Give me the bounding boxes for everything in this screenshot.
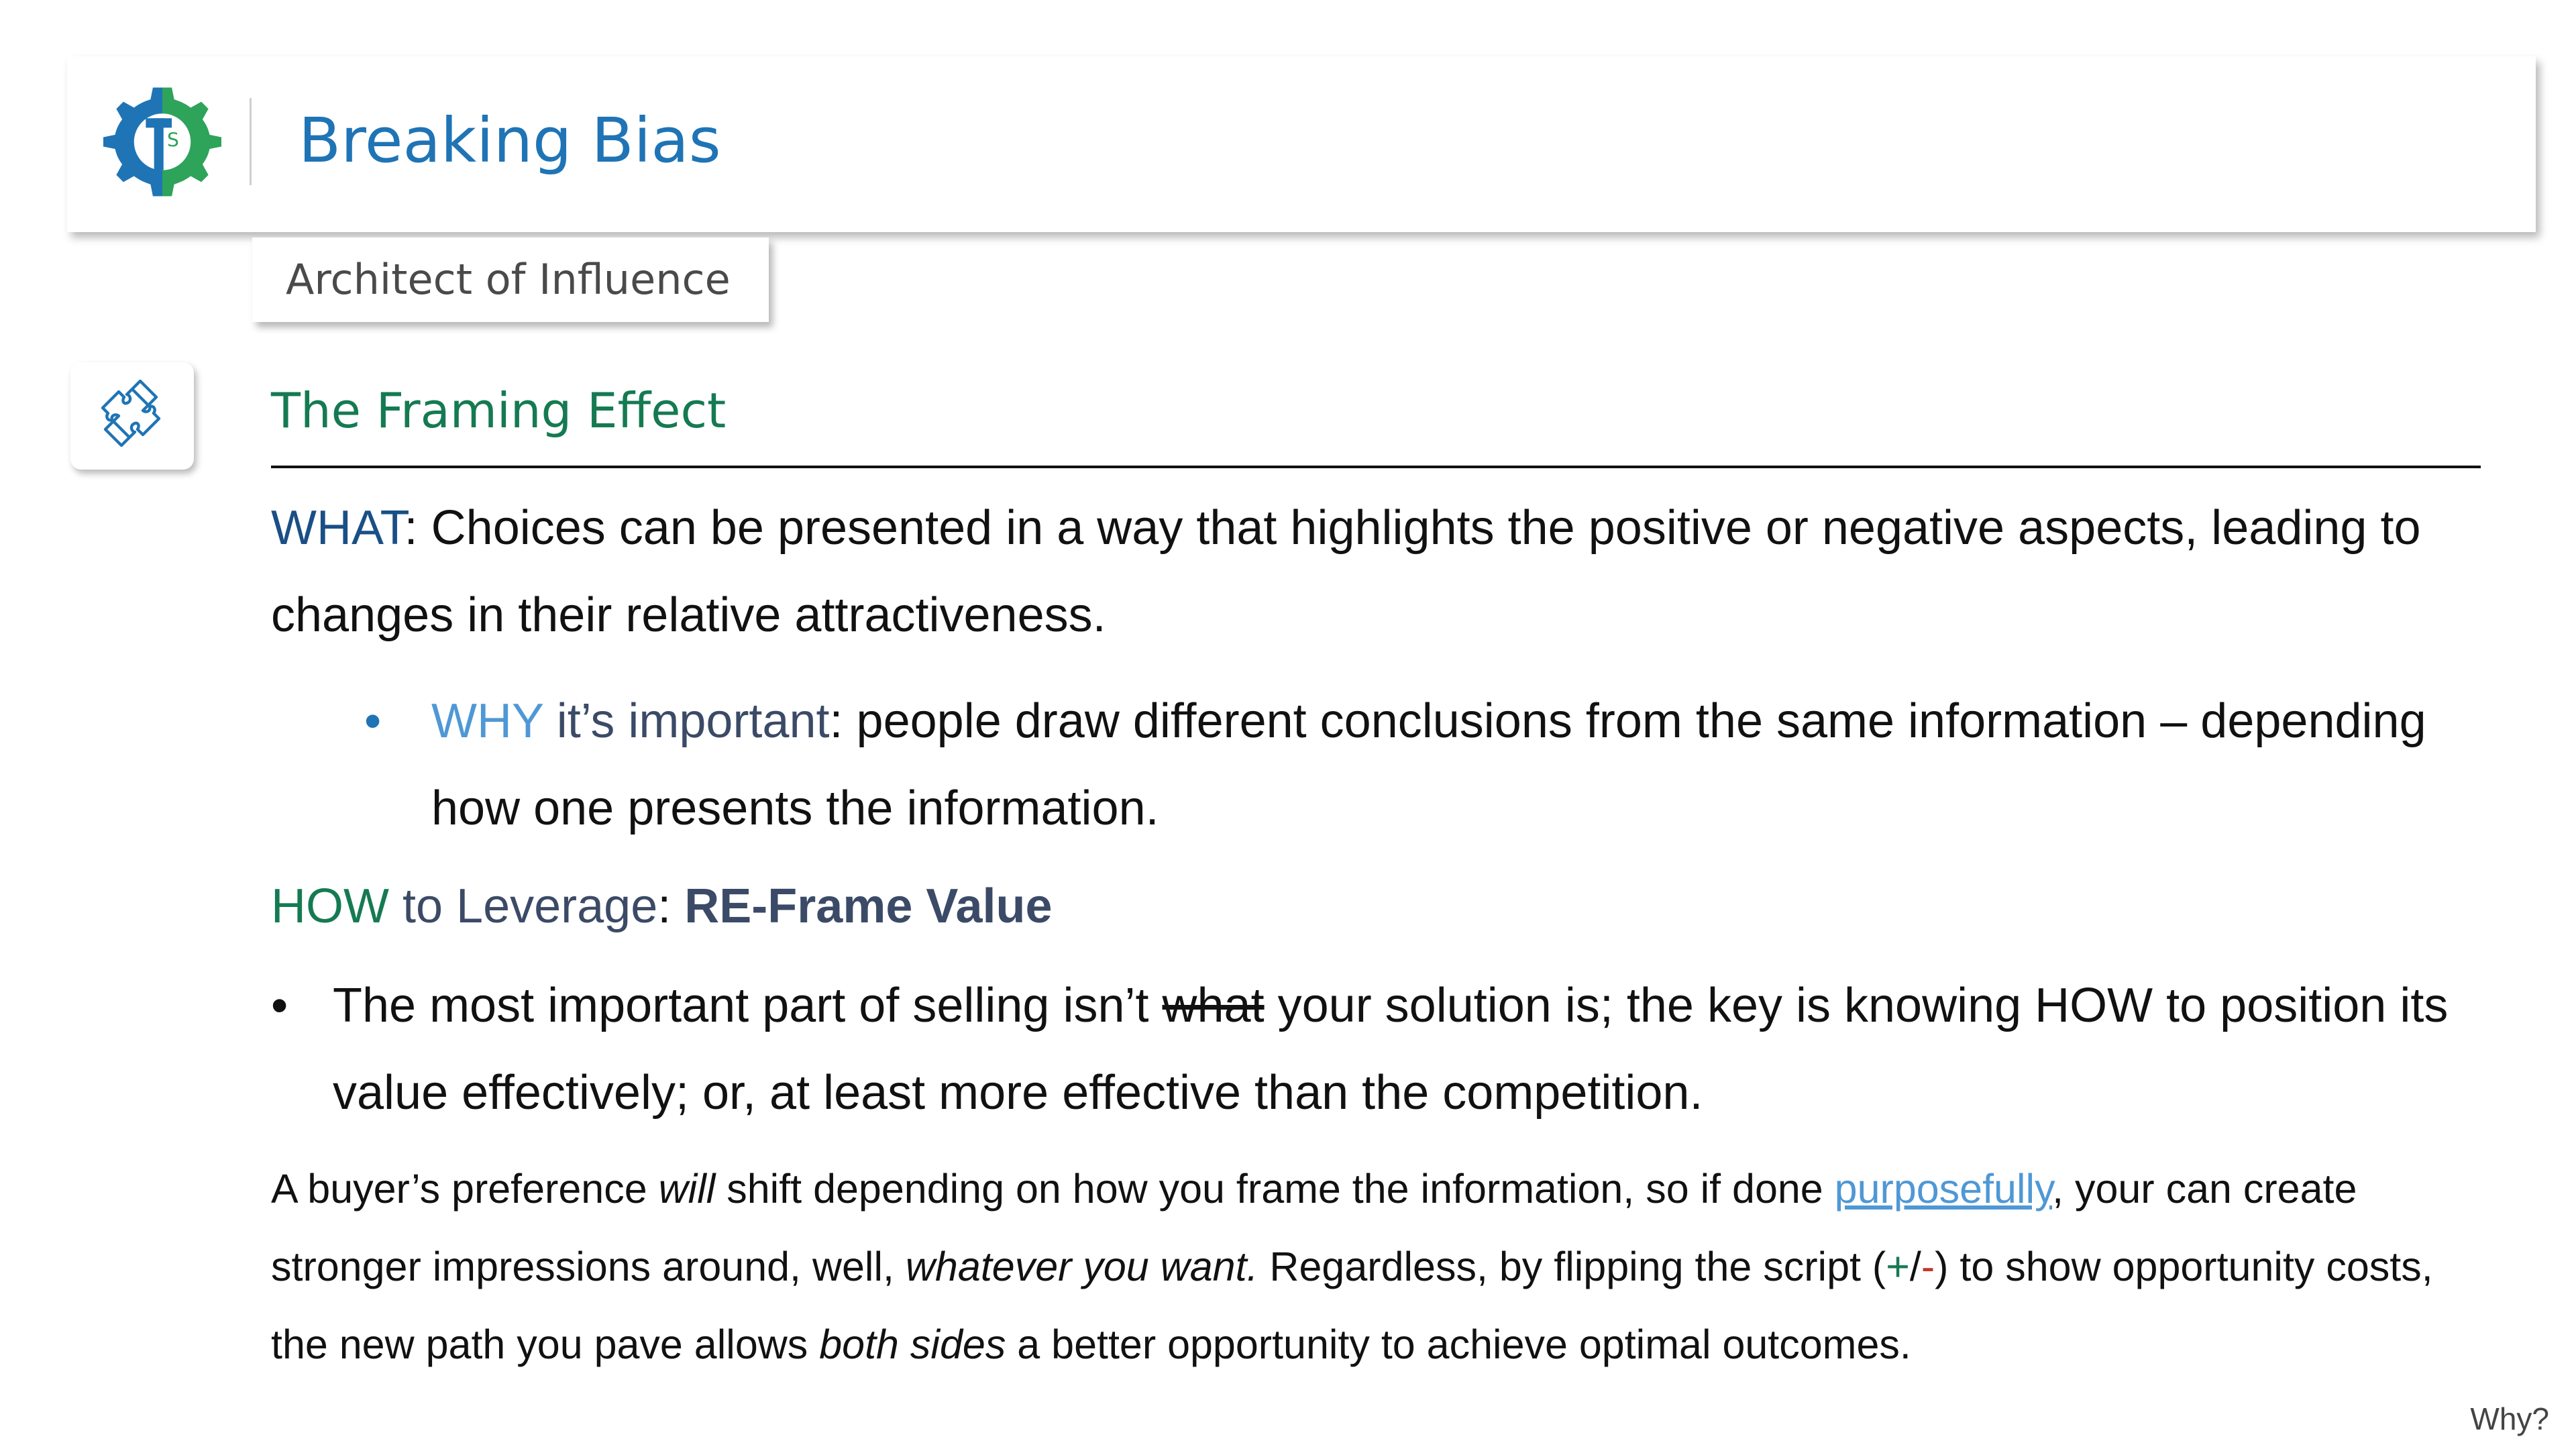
puzzle-icon-box — [70, 362, 194, 470]
section-heading: The Framing Effect — [271, 382, 727, 439]
buyer-emphasis-both-sides: both sides — [819, 1322, 1006, 1367]
bullet: • — [364, 694, 382, 748]
why-bullet-item — [364, 678, 2511, 852]
how-colon: : — [657, 879, 685, 933]
purposefully-link[interactable]: purposefully — [1834, 1166, 2053, 1212]
minus-sign: - — [1921, 1244, 1935, 1289]
buyer-text-4: Regardless, by flipping the script ( — [1258, 1244, 1886, 1289]
buyer-text-2: shift depending on how you frame the information, so if done — [715, 1166, 1835, 1212]
selling-text-1: The most important part of selling isn’t — [333, 979, 1163, 1032]
how-label: HOW — [271, 879, 389, 933]
how-emphasis: RE-Frame Value — [684, 879, 1053, 933]
why-text: : people draw different conclusions from the same information – depending how one presents the information. — [431, 694, 2426, 835]
buyer-text-1: A buyer’s preference — [271, 1166, 659, 1212]
plus-sign: + — [1886, 1244, 1910, 1289]
how-label-rest: to Leverage — [388, 879, 658, 933]
buyer-text-6: a better opportunity to achieve optimal outcomes. — [1006, 1322, 1911, 1367]
buyer-text-3: , your can create stronger impressions around, well, — [271, 1166, 2357, 1289]
footer-why-link[interactable]: Why? — [2470, 1401, 2549, 1436]
subtitle-tab: Architect of Influence — [252, 237, 769, 322]
svg-text:S: S — [167, 129, 179, 152]
selling-text-2: your solution is; the key is knowing HOW to position its value effectively; or, at least more effective than the competition. — [333, 979, 2449, 1120]
why-label: WHY — [431, 694, 543, 748]
buyer-text-5: ) to show opportunity costs, the new path you pave allows — [271, 1244, 2433, 1367]
puzzle-icon — [92, 376, 172, 456]
buyer-emphasis-will: will — [658, 1166, 716, 1212]
header-divider — [250, 98, 252, 185]
selling-struck-word: what — [1162, 979, 1265, 1032]
slash: / — [1909, 1244, 1921, 1289]
header-card — [67, 56, 2536, 232]
buyer-emphasis-whatever: whatever you want. — [905, 1244, 1258, 1289]
what-label: WHAT — [271, 501, 405, 555]
bullet: • — [271, 979, 288, 1032]
page-title: Breaking Bias — [299, 105, 721, 176]
why-label-rest: it’s important — [543, 694, 830, 748]
buyer-paragraph — [271, 1150, 2498, 1383]
how-heading — [271, 869, 2485, 943]
what-text: : Choices can be presented in a way that highlights the positive or negative aspects, leading to changes in their relative attractiveness. — [271, 501, 2421, 642]
section-divider — [271, 466, 2481, 468]
selling-bullet-item — [271, 962, 2498, 1136]
what-paragraph — [271, 484, 2485, 659]
logo-gear-icon — [103, 85, 221, 203]
